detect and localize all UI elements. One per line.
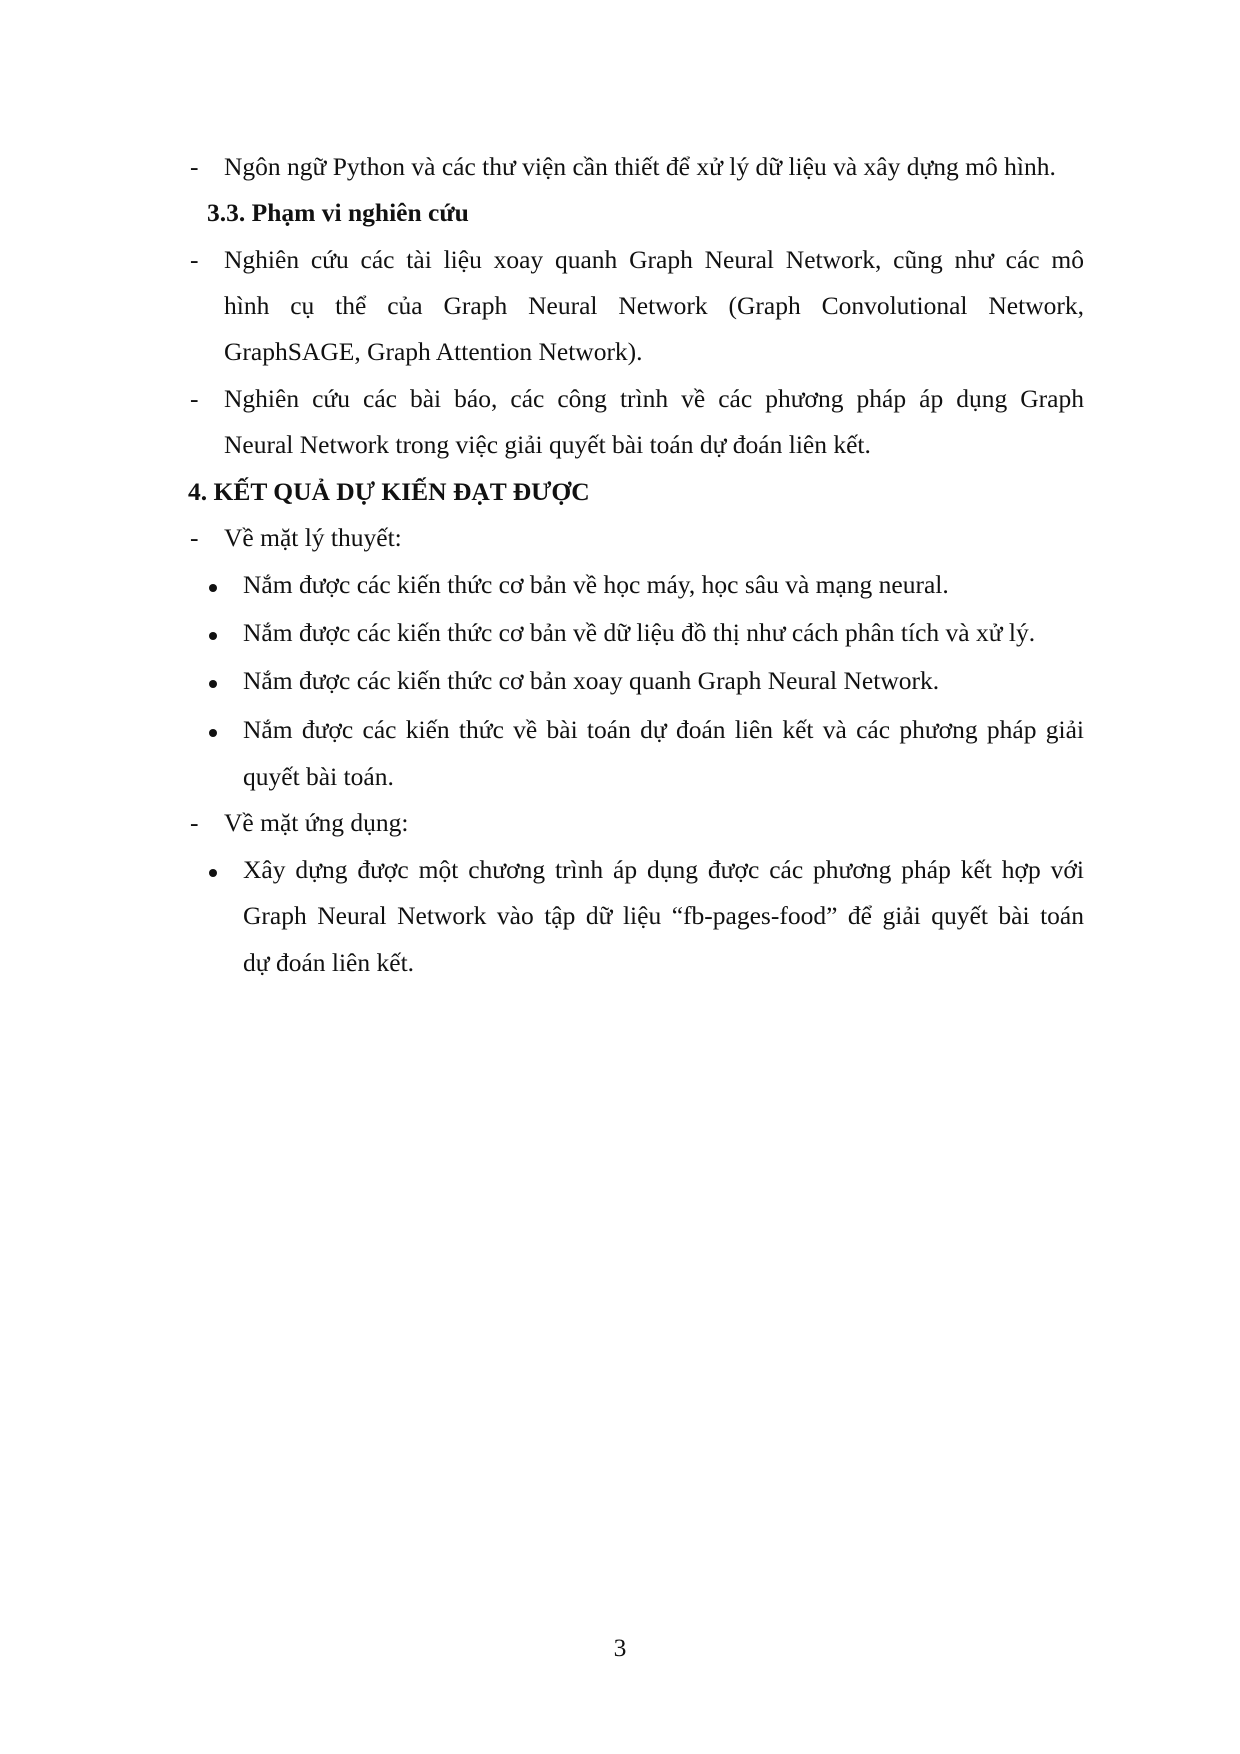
theory-bullet-4-line-1: Nắm được các kiến thức về bài toán dự đoán liên kết và các phương pháp giải [243, 715, 1084, 744]
scope-item-1-line-2: hình cụ thể của Graph Neural Network (Graph Convolutional Network, [224, 291, 1084, 320]
application-label: Về mặt ứng dụng: [224, 808, 409, 837]
scope-item-1-line-3: GraphSAGE, Graph Attention Network). [224, 337, 643, 366]
theory-bullet-3: Nắm được các kiến thức cơ bản xoay quanh Graph Neural Network. [243, 666, 940, 695]
bullet-dot [209, 584, 217, 592]
application-bullet-1-line-1: Xây dựng được một chương trình áp dụng được các phương pháp kết hợp với [243, 855, 1084, 884]
list-dash-marker: - [190, 384, 199, 413]
scope-item-2-line-1: Nghiên cứu các bài báo, các công trình về các phương pháp áp dụng Graph [224, 384, 1084, 413]
list-dash-marker: - [190, 245, 199, 274]
application-bullet-1-line-2: Graph Neural Network vào tập dữ liệu “fb-pages-food” để giải quyết bài toán [243, 901, 1084, 930]
section-3-3-heading: 3.3. Phạm vi nghiên cứu [207, 198, 469, 227]
bullet-dot [209, 869, 217, 877]
list-dash-marker: - [190, 808, 199, 837]
bullet-dot [209, 680, 217, 688]
theory-bullet-4-line-2: quyết bài toán. [243, 762, 394, 791]
bullet-dot [209, 729, 217, 737]
tools-item-text: Ngôn ngữ Python và các thư viện cần thiết để xử lý dữ liệu và xây dựng mô hình. [224, 152, 1056, 181]
list-dash-marker: - [190, 523, 199, 552]
scope-item-2-line-2: Neural Network trong việc giải quyết bài toán dự đoán liên kết. [224, 430, 871, 459]
list-dash-marker: - [190, 152, 199, 181]
bullet-dot [209, 632, 217, 640]
application-bullet-1-line-3: dự đoán liên kết. [243, 948, 415, 977]
section-4-heading: 4. KẾT QUẢ DỰ KIẾN ĐẠT ĐƯỢC [188, 477, 590, 506]
theory-bullet-2: Nắm được các kiến thức cơ bản về dữ liệu đồ thị như cách phân tích và xử lý. [243, 618, 1036, 647]
theory-bullet-1: Nắm được các kiến thức cơ bản về học máy, học sâu và mạng neural. [243, 570, 949, 599]
theory-label: Về mặt lý thuyết: [224, 523, 402, 552]
scope-item-1-line-1: Nghiên cứu các tài liệu xoay quanh Graph Neural Network, cũng như các mô [224, 245, 1084, 274]
page-number: 3 [613, 1633, 627, 1662]
